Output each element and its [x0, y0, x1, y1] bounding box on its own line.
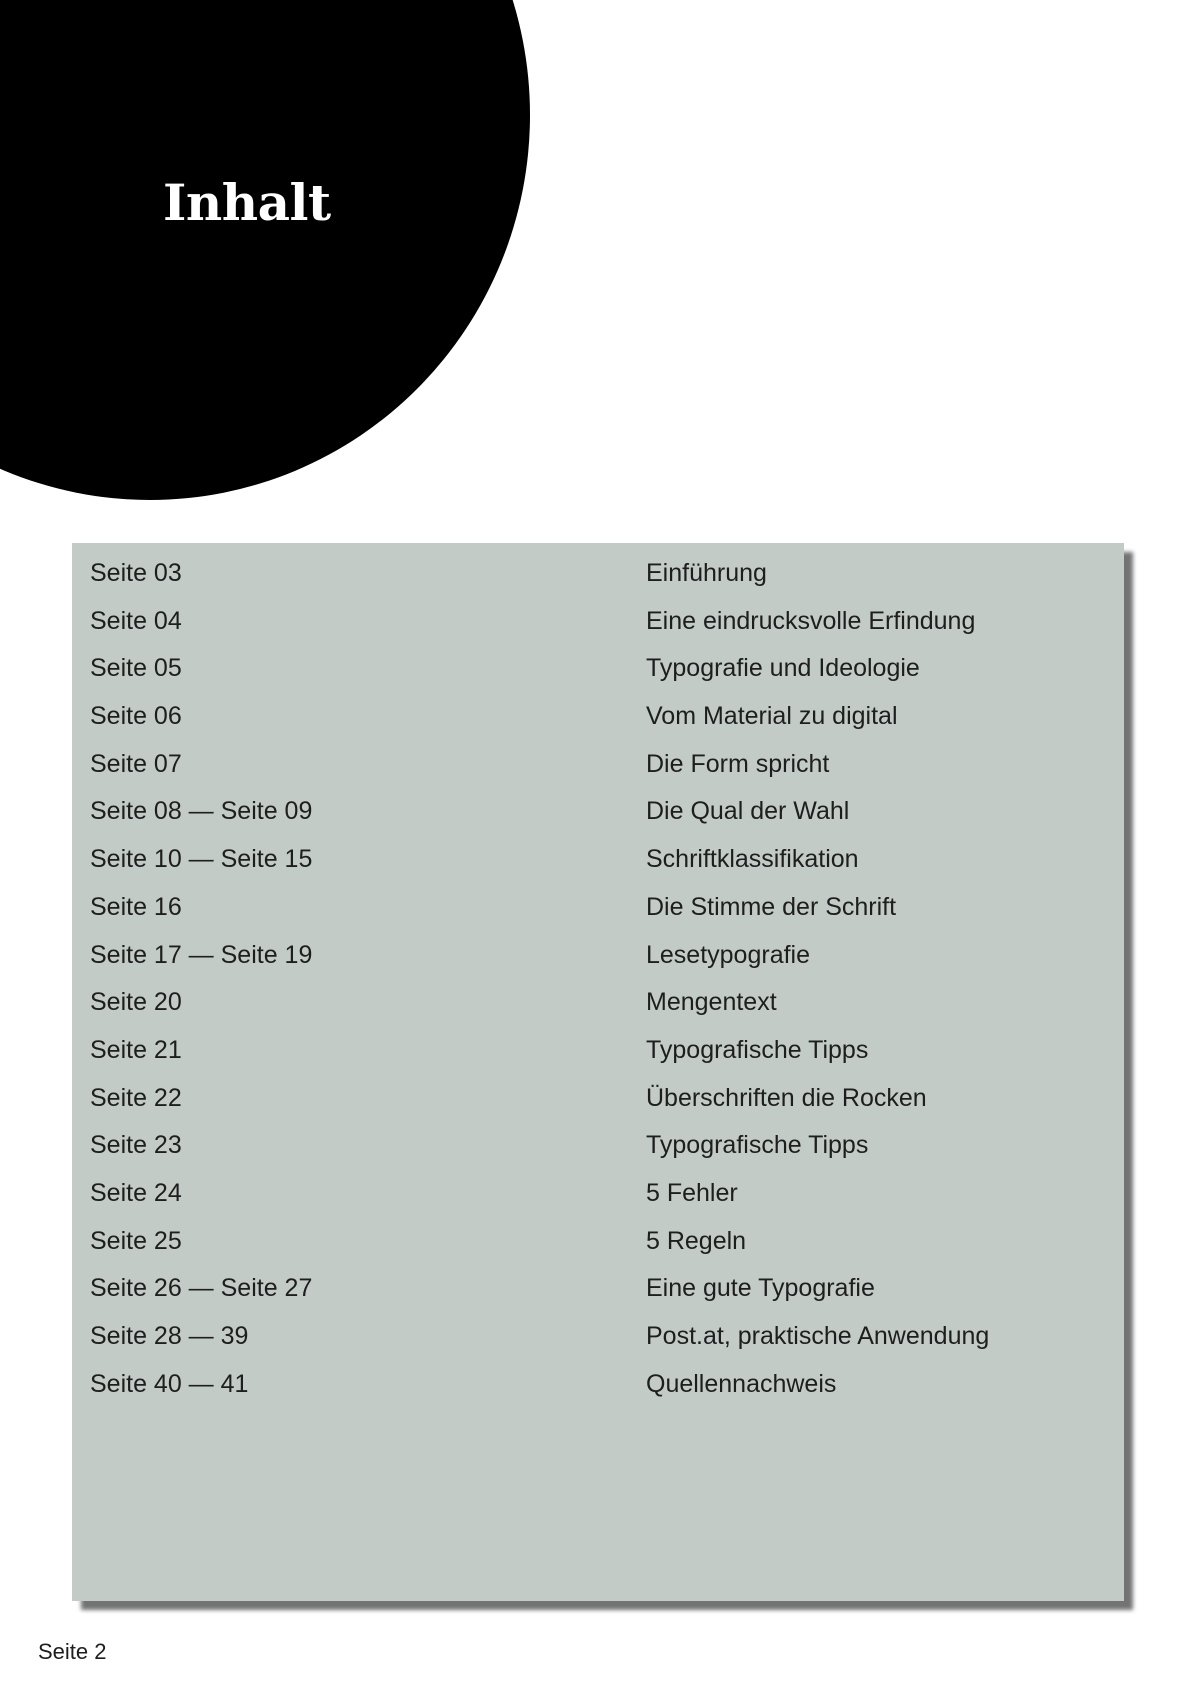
- toc-entry-topic: Überschriften die Rocken: [646, 1083, 927, 1112]
- toc-entry: [90, 839, 1124, 887]
- toc-entry-topic: 5 Fehler: [646, 1178, 738, 1207]
- toc-entry-pages: Seite 06: [90, 702, 182, 731]
- page-title: Inhalt: [163, 173, 331, 232]
- toc-entry: [90, 1030, 1124, 1078]
- toc-entry-pages: Seite 07: [90, 749, 182, 778]
- toc-entry-pages: Seite 28 — 39: [90, 1322, 249, 1350]
- toc-entry-topic: Vom Material zu digital: [646, 702, 898, 731]
- toc-entry: [90, 982, 1124, 1030]
- toc-entry-topic: Die Form spricht: [646, 749, 830, 778]
- toc-entry: [90, 696, 1124, 744]
- toc-entry: [90, 1173, 1124, 1221]
- toc-entry-pages: Seite 08 — Seite 09: [90, 797, 313, 826]
- toc-entry-topic: Lesetypografie: [646, 940, 811, 969]
- toc-entry-topic: Eine gute Typografie: [646, 1274, 875, 1303]
- toc-entry-pages: Seite 16: [90, 892, 182, 921]
- toc-entry: [90, 1268, 1124, 1316]
- toc-entry: [90, 887, 1124, 935]
- toc-entry: [90, 648, 1124, 696]
- toc-entry-pages: Seite 23: [90, 1131, 182, 1160]
- toc-entry-pages: Seite 10 — Seite 15: [90, 845, 313, 874]
- table-of-contents: [72, 543, 1124, 1601]
- page-number: Seite 2: [38, 1639, 107, 1664]
- toc-entry-topic: Eine eindrucksvolle Erfindung: [646, 606, 976, 635]
- toc-entry: [90, 1125, 1124, 1173]
- toc-entry-pages: Seite 22: [90, 1083, 182, 1112]
- toc-entry-pages: Seite 03: [90, 559, 182, 587]
- toc-entry: [90, 1316, 1124, 1364]
- toc-list: [90, 553, 1124, 1411]
- decorative-circle: [0, 0, 530, 500]
- toc-entry: [90, 744, 1124, 792]
- toc-entry-pages: Seite 04: [90, 606, 182, 635]
- toc-entry-pages: Seite 05: [90, 654, 182, 683]
- toc-entry-topic: Typografie und Ideologie: [646, 654, 920, 683]
- toc-entry-pages: Seite 25: [90, 1226, 182, 1255]
- toc-entry-topic: Schriftklassifikation: [646, 845, 859, 874]
- toc-entry: [90, 1364, 1124, 1412]
- toc-entry: [90, 601, 1124, 649]
- toc-entry: [90, 935, 1124, 983]
- toc-entry-pages: Seite 26 — Seite 27: [90, 1274, 313, 1303]
- toc-entry: [90, 553, 1124, 601]
- toc-entry-topic: Die Qual der Wahl: [646, 797, 850, 826]
- toc-entry-topic: Typografische Tipps: [646, 1035, 869, 1064]
- toc-entry-topic: Einführung: [646, 559, 767, 587]
- toc-entry-topic: Mengentext: [646, 988, 777, 1017]
- toc-entry-pages: Seite 24: [90, 1178, 182, 1207]
- toc-entry-topic: 5 Regeln: [646, 1226, 747, 1255]
- toc-entry-topic: Typografische Tipps: [646, 1131, 869, 1160]
- toc-entry-pages: Seite 40 — 41: [90, 1369, 249, 1398]
- toc-entry-pages: Seite 21: [90, 1035, 182, 1064]
- toc-entry-topic: Quellennachweis: [646, 1369, 837, 1398]
- toc-entry-topic: Post.at, praktische Anwendung: [646, 1322, 990, 1350]
- toc-entry-topic: Die Stimme der Schrift: [646, 892, 897, 921]
- toc-entry: [90, 791, 1124, 839]
- toc-entry: [90, 1078, 1124, 1126]
- toc-entry-pages: Seite 20: [90, 988, 182, 1017]
- toc-entry-pages: Seite 17 — Seite 19: [90, 940, 313, 969]
- toc-entry: [90, 1221, 1124, 1269]
